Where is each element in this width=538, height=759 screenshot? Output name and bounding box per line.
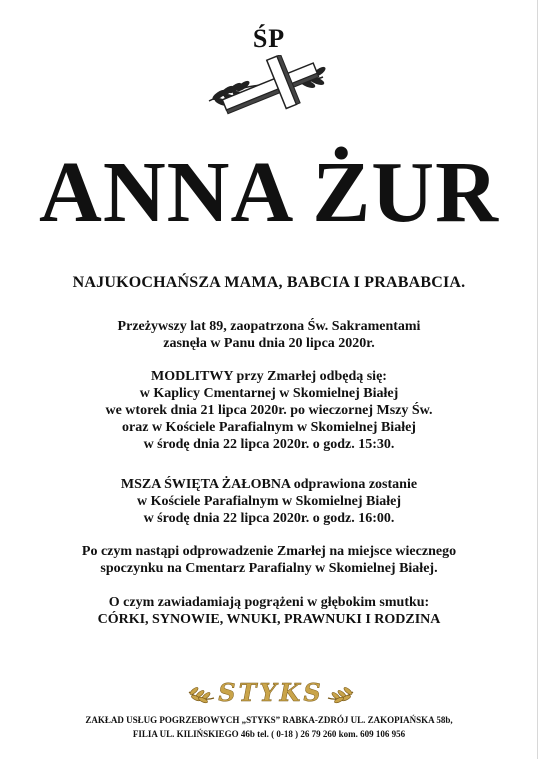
footer-line: ZAKŁAD USŁUG POGRZEBOWYCH „STYKS” RABKA-ZDRÓJ UL. ZAKOPIAŃSKA 58b, [85,715,453,725]
text-line: w środę dnia 22 lipca 2020r. o godz. 15:30. [143,437,395,452]
family-line: CÓRKI, SYNOWIE, WNUKI, PRAWNUKI I RODZINA [97,612,441,627]
funeral-home-footer [0,713,538,741]
funeral-mass-block [0,476,538,527]
text-line: Po czym nastąpi odprowadzenie Zmarłej na miejsce wiecznego [81,544,457,559]
text-line: oraz w Kościele Parafialnym w Skomielnej Białej [122,420,416,435]
text-line: w Kościele Parafialnym w Skomielnej Białej [136,494,402,509]
death-notice-block [0,318,538,352]
text-line: Przeżywszy lat 89, zaopatrzona Św. Sakramentami [117,319,421,334]
logo-text: STYKS [218,678,324,707]
text-line: MSZA ŚWIĘTA ŻAŁOBNA odprawiona zostanie [120,477,418,492]
text-line: MODLITWY przy Zmarłej odbędą się: [151,369,387,384]
styks-logo [186,678,356,708]
text-line: w środę dnia 22 lipca 2020r. o godz. 16:00. [143,511,395,526]
deceased-name: ANNA ŻUR [39,143,499,240]
text-line: we wtorek dnia 21 lipca 2020r. po wieczornej Mszy Św. [105,403,433,418]
laurel-leaf-icon [186,680,216,706]
text-line: w Kaplicy Cmentarnej w Skomielnej Białej [139,386,399,401]
cross-with-palm-branch-icon [205,55,335,117]
relationship-line: NAJUKOCHAŃSZA MAMA, BABCIA I PRABABCIA. [72,274,466,291]
burial-block [0,543,538,577]
laurel-leaf-icon [326,680,356,706]
text-line: O czym zawiadamiają pogrążeni w głębokim smutku: [108,595,430,610]
text-line: spoczynku na Cmentarz Parafialny w Skomielnej Białej. [100,561,438,576]
sp-mark: ŚP [252,24,286,53]
prayers-block [0,368,538,453]
text-line: zasnęła w Panu dnia 20 lipca 2020r. [163,336,375,351]
mourners-block [0,594,538,628]
footer-line: FILIA UL. KILIŃSKIEGO 46b tel. ( 0-18 ) 26 79 260 kom. 609 106 956 [132,729,406,739]
